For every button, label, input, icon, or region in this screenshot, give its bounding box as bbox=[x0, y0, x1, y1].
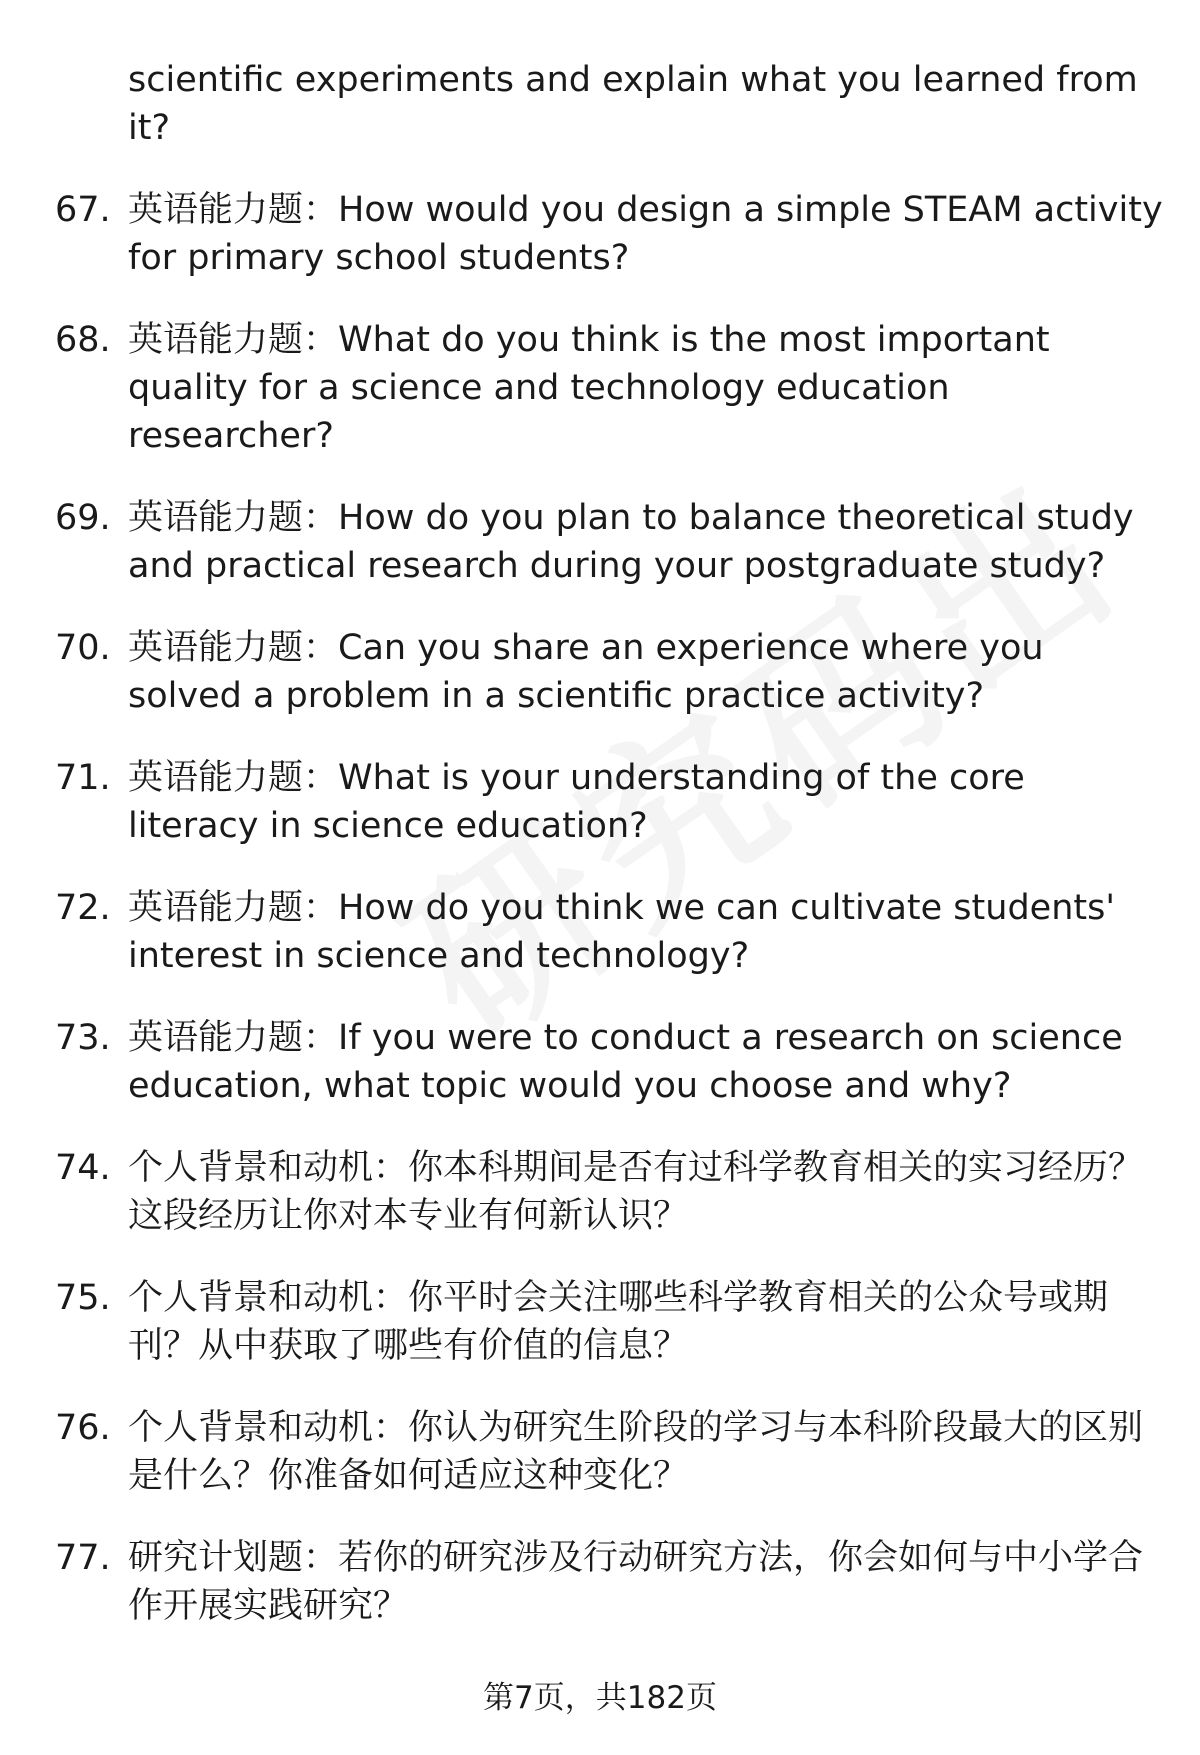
question-item bbox=[55, 624, 1165, 720]
question-number: 67. bbox=[55, 190, 111, 230]
question-item bbox=[55, 884, 1165, 980]
question-list bbox=[55, 56, 1165, 1664]
question-text: 英语能力题：How do you plan to balance theoretical study and practical research during your postgraduate study? bbox=[128, 498, 1134, 586]
question-text: 英语能力题：What do you think is the most important quality for a science and technology education researcher? bbox=[128, 320, 1050, 456]
question-text: 个人背景和动机：你认为研究生阶段的学习与本科阶段最大的区别是什么？你准备如何适应这种变化？ bbox=[128, 1408, 1144, 1496]
question-text: 个人背景和动机：你平时会关注哪些科学教育相关的公众号或期刊？从中获取了哪些有价值的信息？ bbox=[128, 1278, 1109, 1366]
question-text: 英语能力题：What is your understanding of the core literacy in science education? bbox=[128, 758, 1025, 846]
question-item bbox=[55, 494, 1165, 590]
question-number: 71. bbox=[55, 758, 111, 798]
question-text: 研究计划题：若你的研究涉及行动研究方法，你会如何与中小学合作开展实践研究？ bbox=[128, 1538, 1144, 1626]
question-number: 69. bbox=[55, 498, 111, 538]
question-text: 英语能力题：Can you share an experience where you solved a problem in a scientific practice activity? bbox=[128, 628, 1044, 716]
question-text: 个人背景和动机：你本科期间是否有过科学教育相关的实习经历？这段经历让你对本专业有何新认识？ bbox=[128, 1148, 1144, 1236]
question-item bbox=[55, 1404, 1165, 1500]
question-number: 68. bbox=[55, 320, 111, 360]
question-number: 74. bbox=[55, 1148, 111, 1188]
question-text: 英语能力题：If you were to conduct a research on science education, what topic would you choose and why? bbox=[128, 1018, 1123, 1106]
question-item bbox=[55, 1144, 1165, 1240]
question-item bbox=[55, 754, 1165, 850]
question-item bbox=[55, 316, 1165, 460]
question-number: 77. bbox=[55, 1538, 111, 1578]
question-number: 72. bbox=[55, 888, 111, 928]
question-item bbox=[55, 186, 1165, 282]
question-text: 英语能力题：How would you design a simple STEAM activity for primary school students? bbox=[128, 190, 1163, 278]
question-number: 76. bbox=[55, 1408, 111, 1448]
question-item bbox=[55, 1534, 1165, 1630]
question-item bbox=[55, 1274, 1165, 1370]
question-number: 73. bbox=[55, 1018, 111, 1058]
question-item bbox=[55, 1014, 1165, 1110]
question-number: 70. bbox=[55, 628, 111, 668]
continued-question-text: scientific experiments and explain what you learned from it? bbox=[128, 60, 1138, 148]
question-number: 75. bbox=[55, 1278, 111, 1318]
question-text: 英语能力题：How do you think we can cultivate students' interest in science and technology? bbox=[128, 888, 1115, 976]
page-footer: 第7页，共182页 bbox=[483, 1680, 717, 1716]
